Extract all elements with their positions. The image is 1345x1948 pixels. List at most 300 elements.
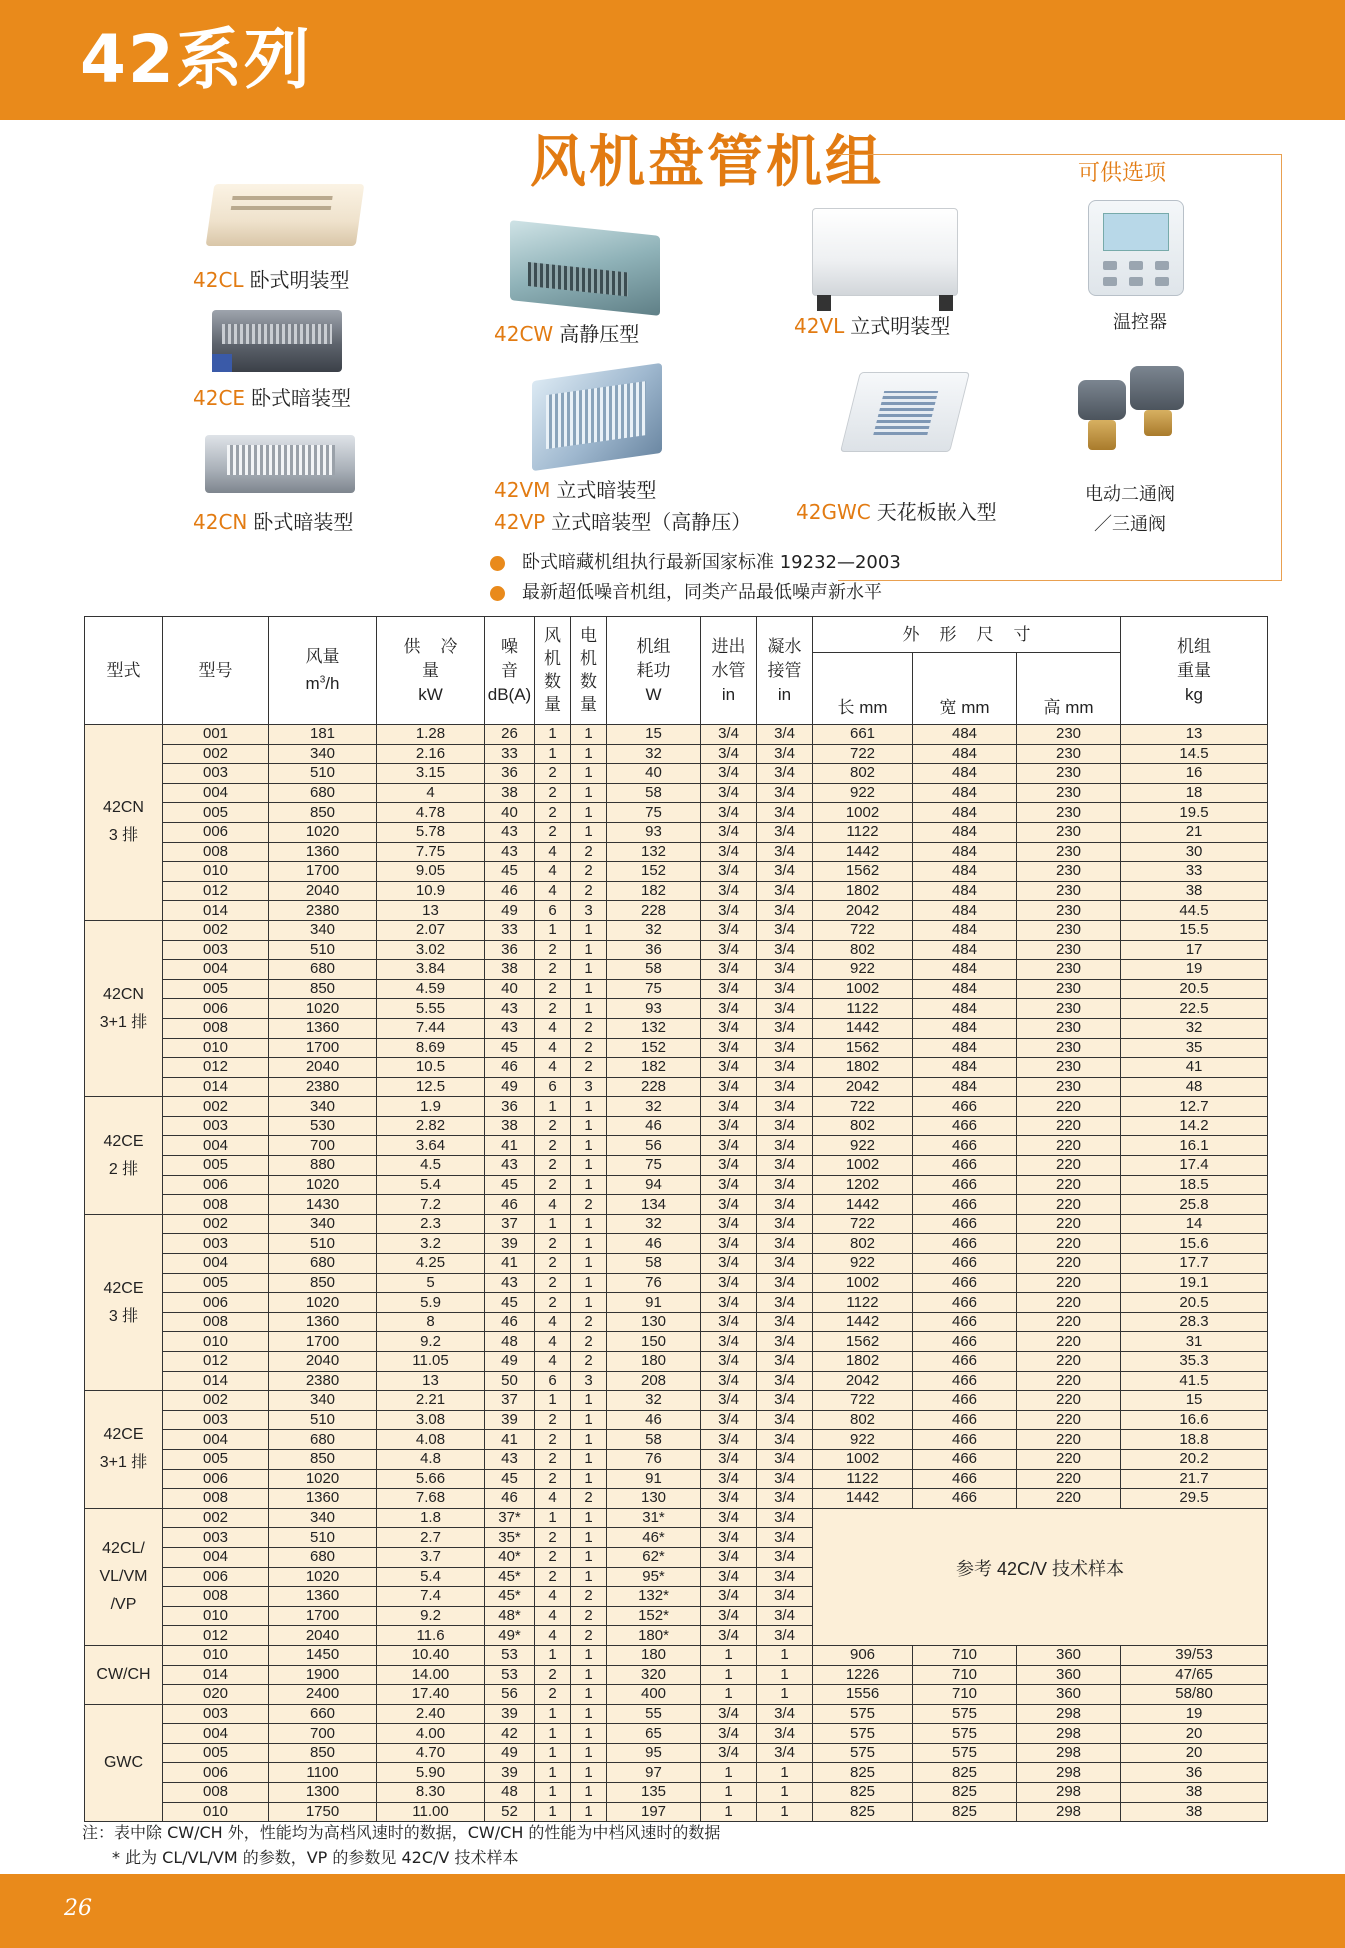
table-cell: 722 xyxy=(813,1214,913,1234)
table-cell: 152* xyxy=(607,1606,701,1626)
table-cell: 008 xyxy=(163,1195,269,1215)
table-cell: 1 xyxy=(571,1214,607,1234)
table-cell: 2 xyxy=(535,1567,571,1587)
table-cell: 1 xyxy=(571,1136,607,1156)
table-cell: 2 xyxy=(535,1234,571,1254)
table-cell: 65 xyxy=(607,1724,701,1744)
table-cell: 32 xyxy=(607,1097,701,1117)
table-cell: 38 xyxy=(485,960,535,980)
table-cell: 4 xyxy=(535,1195,571,1215)
table-cell: 48* xyxy=(485,1606,535,1626)
table-cell: 466 xyxy=(913,1097,1017,1117)
table-cell: 38 xyxy=(1121,1783,1268,1803)
table-cell: 010 xyxy=(163,1606,269,1626)
table-cell: 2 xyxy=(535,940,571,960)
table-cell: 680 xyxy=(269,1254,377,1274)
table-cell: 850 xyxy=(269,1743,377,1763)
table-cell: 11.05 xyxy=(377,1352,485,1372)
footnotes xyxy=(82,1820,720,1870)
table-cell: 1 xyxy=(571,1410,607,1430)
table-cell: 005 xyxy=(163,1273,269,1293)
table-cell: 1020 xyxy=(269,1293,377,1313)
product-image-42gwc xyxy=(840,372,970,452)
table-cell: 3/4 xyxy=(701,1195,757,1215)
table-cell: 1002 xyxy=(813,1449,913,1469)
table-cell: 014 xyxy=(163,901,269,921)
table-cell: 45 xyxy=(485,1175,535,1195)
table-cell: 484 xyxy=(913,1038,1017,1058)
thermostat-label: 温控器 xyxy=(1113,312,1167,333)
table-cell: 340 xyxy=(269,744,377,764)
table-cell: 1300 xyxy=(269,1783,377,1803)
table-cell: 230 xyxy=(1017,940,1121,960)
table-cell: 466 xyxy=(913,1449,1017,1469)
table-cell: 1226 xyxy=(813,1665,913,1685)
table-cell: 2400 xyxy=(269,1685,377,1705)
table-cell: 005 xyxy=(163,979,269,999)
product-image-42cw xyxy=(510,220,660,316)
table-cell: 3/4 xyxy=(757,1449,813,1469)
table-cell: 1 xyxy=(571,1097,607,1117)
table-cell: 230 xyxy=(1017,960,1121,980)
table-cell: 466 xyxy=(913,1136,1017,1156)
table-cell: 3/4 xyxy=(757,1293,813,1313)
product-label-42cl: 42CL 卧式明装型 xyxy=(193,268,350,292)
table-cell: 40* xyxy=(485,1547,535,1567)
footnote: 注：表中除 CW/CH 外，性能均为高档风速时的数据，CW/CH 的性能为中档风速时的数据 xyxy=(82,1823,721,1842)
table-cell: 722 xyxy=(813,744,913,764)
table-cell: 15 xyxy=(1121,1391,1268,1411)
table-cell: 006 xyxy=(163,822,269,842)
table-cell: 14 xyxy=(1121,1214,1268,1234)
product-label-42vl: 42VL 立式明装型 xyxy=(794,314,951,338)
table-cell: 1360 xyxy=(269,1587,377,1607)
table-cell: 006 xyxy=(163,1567,269,1587)
table-row xyxy=(85,1312,1268,1332)
table-cell: 484 xyxy=(913,881,1017,901)
table-cell: 17.4 xyxy=(1121,1156,1268,1176)
table-cell: 1 xyxy=(535,1645,571,1665)
table-cell: 75 xyxy=(607,1156,701,1176)
table-cell: 93 xyxy=(607,999,701,1019)
table-cell: 3/4 xyxy=(757,940,813,960)
table-cell: 17.40 xyxy=(377,1685,485,1705)
page-number: 26 xyxy=(64,1896,92,1921)
table-cell: 3/4 xyxy=(701,1626,757,1646)
table-cell: 1 xyxy=(571,1528,607,1548)
table-cell: 2380 xyxy=(269,901,377,921)
table-cell: 1100 xyxy=(269,1763,377,1783)
table-row xyxy=(85,1077,1268,1097)
table-cell: 1122 xyxy=(813,1293,913,1313)
table-cell: 4.70 xyxy=(377,1743,485,1763)
table-cell: 802 xyxy=(813,1116,913,1136)
table-cell: 41 xyxy=(485,1430,535,1450)
table-cell: 46 xyxy=(607,1410,701,1430)
table-cell: 880 xyxy=(269,1156,377,1176)
spec-table-body xyxy=(85,725,1268,1822)
table-cell: 484 xyxy=(913,744,1017,764)
table-cell: 3/4 xyxy=(701,725,757,745)
table-cell: 2 xyxy=(535,999,571,1019)
table-cell: 8.69 xyxy=(377,1038,485,1058)
table-cell: 3/4 xyxy=(757,1116,813,1136)
valve-label: 电动二通阀 ／三通阀 xyxy=(1085,484,1175,535)
table-cell: 49 xyxy=(485,901,535,921)
table-cell: 4 xyxy=(535,1312,571,1332)
table-cell: 3/4 xyxy=(757,881,813,901)
table-cell: 3/4 xyxy=(701,881,757,901)
table-cell: 2 xyxy=(571,1626,607,1646)
table-cell: 575 xyxy=(813,1704,913,1724)
table-cell: 3/4 xyxy=(757,1058,813,1078)
table-cell: 1 xyxy=(701,1685,757,1705)
table-cell: 3/4 xyxy=(757,1567,813,1587)
table-cell: 2 xyxy=(571,1018,607,1038)
table-cell: 12.7 xyxy=(1121,1097,1268,1117)
feature-bullets xyxy=(488,548,901,608)
col-header-width: 宽 mm xyxy=(913,653,1017,725)
table-cell: 1 xyxy=(701,1665,757,1685)
table-cell: 3/4 xyxy=(701,744,757,764)
table-cell: 003 xyxy=(163,1410,269,1430)
table-cell: 1 xyxy=(535,1704,571,1724)
table-cell: 132 xyxy=(607,1018,701,1038)
table-row xyxy=(85,1508,1268,1528)
table-cell: 3/4 xyxy=(701,1528,757,1548)
table-cell: 3/4 xyxy=(701,1606,757,1626)
table-cell: 1556 xyxy=(813,1685,913,1705)
table-cell: 466 xyxy=(913,1234,1017,1254)
table-cell: 3/4 xyxy=(701,1743,757,1763)
table-cell: 3/4 xyxy=(757,1234,813,1254)
table-row xyxy=(85,1234,1268,1254)
table-cell: 220 xyxy=(1017,1254,1121,1274)
table-cell: 006 xyxy=(163,1175,269,1195)
table-cell: 40 xyxy=(485,803,535,823)
table-cell: 1 xyxy=(757,1783,813,1803)
table-cell: 2 xyxy=(571,1352,607,1372)
table-cell: 005 xyxy=(163,1156,269,1176)
table-cell: 3/4 xyxy=(757,1626,813,1646)
table-cell: 4 xyxy=(535,1018,571,1038)
table-row xyxy=(85,803,1268,823)
table-cell: 484 xyxy=(913,725,1017,745)
table-cell: 11.00 xyxy=(377,1802,485,1822)
table-cell: 13 xyxy=(377,901,485,921)
table-row xyxy=(85,1665,1268,1685)
table-cell: 17.7 xyxy=(1121,1254,1268,1274)
table-cell: 25.8 xyxy=(1121,1195,1268,1215)
table-cell: 298 xyxy=(1017,1724,1121,1744)
table-cell: 1 xyxy=(535,1783,571,1803)
table-cell: 3/4 xyxy=(757,1724,813,1744)
table-cell: 93 xyxy=(607,822,701,842)
table-cell: 1802 xyxy=(813,1352,913,1372)
table-cell: 002 xyxy=(163,920,269,940)
table-row xyxy=(85,1802,1268,1822)
table-cell: 1 xyxy=(571,1724,607,1744)
table-cell: 46 xyxy=(485,1312,535,1332)
table-cell: 2 xyxy=(535,1175,571,1195)
table-cell: 3.64 xyxy=(377,1136,485,1156)
table-cell: 004 xyxy=(163,1724,269,1744)
table-cell: 1020 xyxy=(269,1175,377,1195)
table-cell: 58 xyxy=(607,783,701,803)
table-cell: 3/4 xyxy=(701,1430,757,1450)
table-cell: 710 xyxy=(913,1685,1017,1705)
table-cell: 5.66 xyxy=(377,1469,485,1489)
table-cell: 3/4 xyxy=(701,1156,757,1176)
table-cell: 230 xyxy=(1017,744,1121,764)
table-cell: 008 xyxy=(163,1587,269,1607)
table-cell: 340 xyxy=(269,1097,377,1117)
table-cell: 484 xyxy=(913,1018,1017,1038)
table-cell: 47/65 xyxy=(1121,1665,1268,1685)
table-cell: 5.90 xyxy=(377,1763,485,1783)
table-cell: 3/4 xyxy=(701,1077,757,1097)
table-cell: 150 xyxy=(607,1332,701,1352)
table-cell: 2 xyxy=(571,1332,607,1352)
table-cell: 006 xyxy=(163,1469,269,1489)
table-cell: 484 xyxy=(913,1058,1017,1078)
col-header-fan-qty: 风 机 数 量 xyxy=(535,617,571,725)
table-row xyxy=(85,979,1268,999)
table-cell: 43 xyxy=(485,1156,535,1176)
table-row xyxy=(85,1391,1268,1411)
table-cell: 220 xyxy=(1017,1234,1121,1254)
table-cell: 2.40 xyxy=(377,1704,485,1724)
table-cell: 48 xyxy=(485,1332,535,1352)
table-cell: 230 xyxy=(1017,862,1121,882)
col-header-model: 型号 xyxy=(163,617,269,725)
table-cell: 2 xyxy=(535,1469,571,1489)
table-cell: 1122 xyxy=(813,999,913,1019)
table-cell: 2 xyxy=(571,862,607,882)
table-cell: 36 xyxy=(607,940,701,960)
table-cell: 4.8 xyxy=(377,1449,485,1469)
table-cell: 1 xyxy=(535,725,571,745)
table-cell: 75 xyxy=(607,803,701,823)
table-cell: 003 xyxy=(163,764,269,784)
table-cell: 220 xyxy=(1017,1332,1121,1352)
table-cell: 45 xyxy=(485,862,535,882)
table-cell: 850 xyxy=(269,803,377,823)
table-cell: 1 xyxy=(571,1449,607,1469)
table-cell: 4 xyxy=(377,783,485,803)
col-header-cooling: 供 冷量 kW xyxy=(377,617,485,725)
table-cell: 2040 xyxy=(269,881,377,901)
table-cell: 132 xyxy=(607,842,701,862)
table-cell: 922 xyxy=(813,1136,913,1156)
table-row xyxy=(85,1254,1268,1274)
table-cell: 298 xyxy=(1017,1704,1121,1724)
table-cell: 40 xyxy=(485,979,535,999)
table-cell: 3/4 xyxy=(701,1136,757,1156)
table-cell: 2 xyxy=(535,822,571,842)
table-cell: 002 xyxy=(163,1214,269,1234)
table-cell: 220 xyxy=(1017,1449,1121,1469)
table-cell: 3/4 xyxy=(757,764,813,784)
table-cell: 3/4 xyxy=(757,1312,813,1332)
table-cell: 360 xyxy=(1017,1685,1121,1705)
table-cell: 45 xyxy=(485,1293,535,1313)
table-cell: 3/4 xyxy=(701,803,757,823)
table-cell: 39 xyxy=(485,1234,535,1254)
table-cell: 56 xyxy=(607,1136,701,1156)
table-cell: 49* xyxy=(485,1626,535,1646)
table-cell: 1 xyxy=(535,1391,571,1411)
table-cell: 3/4 xyxy=(757,1273,813,1293)
table-cell: 510 xyxy=(269,764,377,784)
table-cell: 43 xyxy=(485,842,535,862)
table-cell: 2 xyxy=(571,842,607,862)
table-cell: 53 xyxy=(485,1645,535,1665)
table-row xyxy=(85,1469,1268,1489)
table-cell: 182 xyxy=(607,1058,701,1078)
col-header-weight: 机组 重量 kg xyxy=(1121,617,1268,725)
table-cell: 230 xyxy=(1017,999,1121,1019)
table-cell: 661 xyxy=(813,725,913,745)
table-cell: 33 xyxy=(485,744,535,764)
table-cell: 37 xyxy=(485,1391,535,1411)
valve-image xyxy=(1070,366,1200,462)
table-cell: 31* xyxy=(607,1508,701,1528)
table-cell: 922 xyxy=(813,960,913,980)
table-cell: 228 xyxy=(607,901,701,921)
table-cell: 56 xyxy=(485,1685,535,1705)
table-cell: 360 xyxy=(1017,1645,1121,1665)
table-cell: 76 xyxy=(607,1273,701,1293)
table-cell: 230 xyxy=(1017,783,1121,803)
table-cell: 825 xyxy=(813,1783,913,1803)
table-cell: 18.8 xyxy=(1121,1430,1268,1450)
table-cell: 3/4 xyxy=(701,1058,757,1078)
table-cell: 19.1 xyxy=(1121,1273,1268,1293)
table-cell: 4 xyxy=(535,881,571,901)
table-cell: 484 xyxy=(913,764,1017,784)
table-cell: 220 xyxy=(1017,1116,1121,1136)
table-cell: 31 xyxy=(1121,1332,1268,1352)
table-cell: 37* xyxy=(485,1508,535,1528)
table-cell: 006 xyxy=(163,1293,269,1313)
table-cell: 3/4 xyxy=(701,979,757,999)
table-cell: 2 xyxy=(535,1665,571,1685)
table-cell: 41 xyxy=(485,1254,535,1274)
table-cell: 825 xyxy=(813,1763,913,1783)
table-cell: 1202 xyxy=(813,1175,913,1195)
table-cell: 3/4 xyxy=(701,1352,757,1372)
table-cell: 19 xyxy=(1121,960,1268,980)
table-cell: 180 xyxy=(607,1352,701,1372)
table-row xyxy=(85,1116,1268,1136)
table-cell: 1 xyxy=(571,1156,607,1176)
table-cell: 1430 xyxy=(269,1195,377,1215)
table-cell: 1802 xyxy=(813,1058,913,1078)
table-cell: 1562 xyxy=(813,1332,913,1352)
table-cell: 825 xyxy=(913,1763,1017,1783)
bullet-dot-icon xyxy=(490,586,505,601)
table-cell: 320 xyxy=(607,1665,701,1685)
table-cell: 53 xyxy=(485,1665,535,1685)
table-row xyxy=(85,1371,1268,1391)
table-cell: 2 xyxy=(535,1430,571,1450)
table-cell: 3 xyxy=(571,901,607,921)
table-cell: 8.30 xyxy=(377,1783,485,1803)
table-cell: 16.1 xyxy=(1121,1136,1268,1156)
table-cell: 003 xyxy=(163,1234,269,1254)
table-cell: 3/4 xyxy=(701,1704,757,1724)
table-cell: 9.05 xyxy=(377,862,485,882)
table-row xyxy=(85,1293,1268,1313)
table-cell: 38 xyxy=(1121,1802,1268,1822)
table-cell: 2 xyxy=(535,1273,571,1293)
table-cell: 014 xyxy=(163,1665,269,1685)
table-cell: 1.8 xyxy=(377,1508,485,1528)
table-cell: 484 xyxy=(913,920,1017,940)
table-cell: 22.5 xyxy=(1121,999,1268,1019)
product-label-42vp: 42VP 立式暗装型（高静压） xyxy=(494,510,752,534)
table-cell: 3.02 xyxy=(377,940,485,960)
spec-table xyxy=(84,616,1268,1822)
table-cell: 298 xyxy=(1017,1743,1121,1763)
table-cell: 1122 xyxy=(813,1469,913,1489)
table-cell: 3/4 xyxy=(701,1332,757,1352)
table-cell: 15 xyxy=(607,725,701,745)
table-cell: 014 xyxy=(163,1371,269,1391)
table-cell: 4 xyxy=(535,1489,571,1509)
table-cell: 005 xyxy=(163,1449,269,1469)
table-cell: 75 xyxy=(607,979,701,999)
table-cell: 3/4 xyxy=(701,1489,757,1509)
table-cell: 360 xyxy=(1017,1665,1121,1685)
table-cell: 5.4 xyxy=(377,1175,485,1195)
table-cell: 002 xyxy=(163,1508,269,1528)
table-cell: 28.3 xyxy=(1121,1312,1268,1332)
table-cell: 3/4 xyxy=(757,803,813,823)
table-row xyxy=(85,822,1268,842)
table-cell: 132* xyxy=(607,1587,701,1607)
table-cell: 2 xyxy=(571,1058,607,1078)
table-cell: 906 xyxy=(813,1645,913,1665)
table-cell: 005 xyxy=(163,803,269,823)
table-cell: 1700 xyxy=(269,1332,377,1352)
table-cell: 850 xyxy=(269,1273,377,1293)
table-cell: 510 xyxy=(269,940,377,960)
table-cell: 152 xyxy=(607,862,701,882)
table-cell: 004 xyxy=(163,1254,269,1274)
table-cell: 1020 xyxy=(269,1469,377,1489)
table-cell: 4 xyxy=(535,1058,571,1078)
table-cell: 008 xyxy=(163,842,269,862)
col-header-type: 型式 xyxy=(85,617,163,725)
table-cell: 181 xyxy=(269,725,377,745)
table-cell: 3/4 xyxy=(757,783,813,803)
table-cell: 004 xyxy=(163,783,269,803)
table-cell: 680 xyxy=(269,960,377,980)
table-cell: 2 xyxy=(535,1547,571,1567)
table-cell: 2 xyxy=(535,960,571,980)
table-row xyxy=(85,1783,1268,1803)
table-cell: 1 xyxy=(701,1763,757,1783)
table-cell: 466 xyxy=(913,1116,1017,1136)
table-cell: 3/4 xyxy=(701,999,757,1019)
bullet-dot-icon xyxy=(490,556,505,571)
table-cell: 484 xyxy=(913,999,1017,1019)
table-cell: 3/4 xyxy=(701,1214,757,1234)
table-cell: 575 xyxy=(913,1743,1017,1763)
table-row xyxy=(85,1156,1268,1176)
